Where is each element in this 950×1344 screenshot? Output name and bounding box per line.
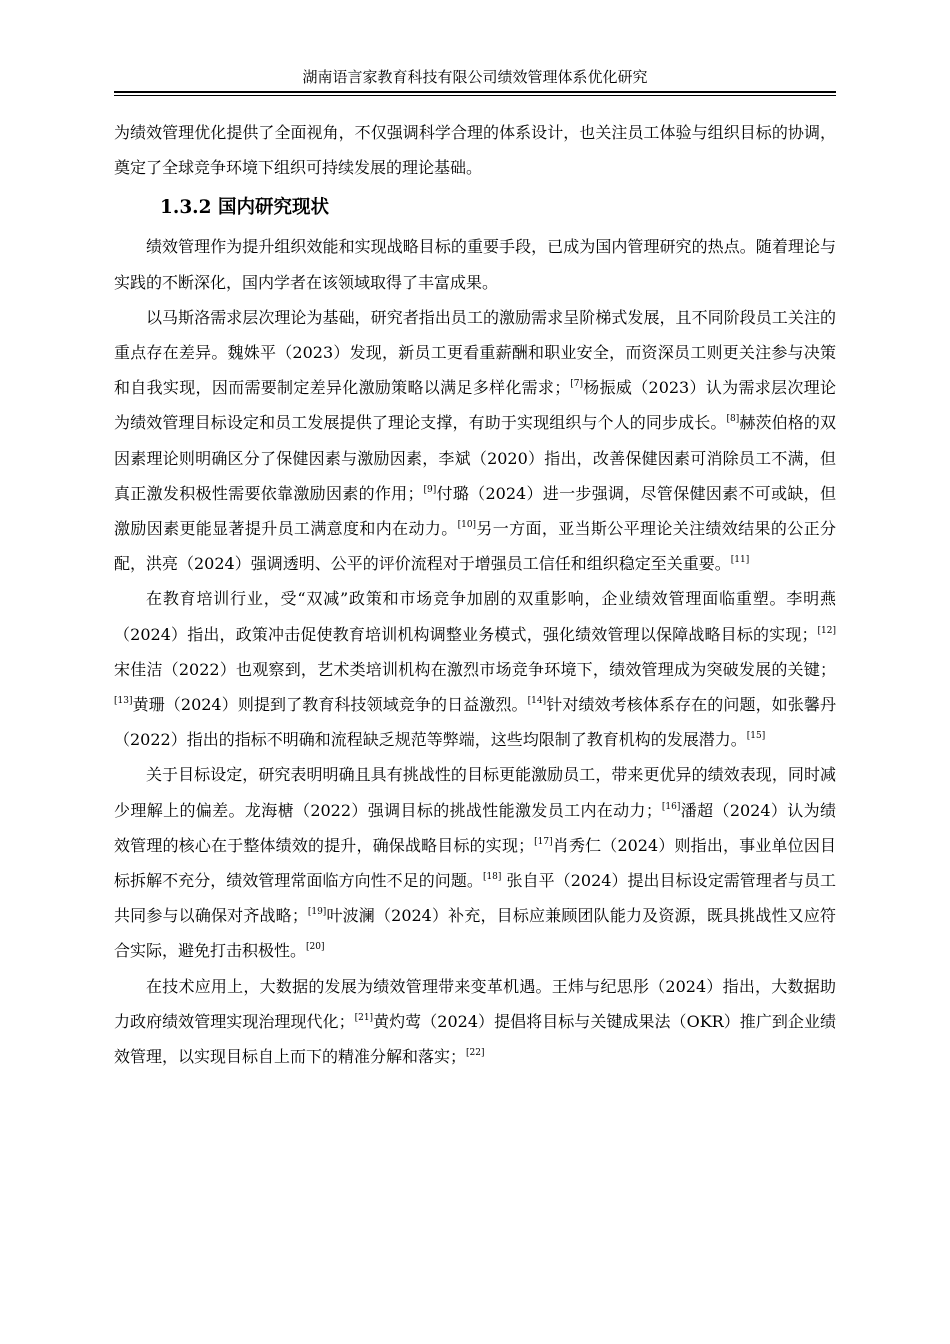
citation-ref: [12] [817,625,836,636]
text-span: 潘超（2024）认为绩效管理的核心在于整体绩效的提升，确保战略目标的实现； [114,800,836,855]
text-span: 在技术应用上，大数据的发展为绩效管理带来变革机遇。王炜与纪思彤（2024）指出，大数据助力政府绩效管理实现治理现代化； [114,976,836,1031]
paragraph-1: 绩效管理作为提升组织效能和实现战略目标的重要手段，已成为国内管理研究的热点。随着理论与实践的不断深化，国内学者在该领域取得了丰富成果。 [114,237,836,292]
header-rule-thick [114,91,836,93]
section-heading: 1.3.2 国内研究现状 [160,197,329,219]
text-span: 黄珊（2024）则提到了教育科技领域竞争的日益激烈。 [132,695,528,715]
citation-ref: [20] [306,942,325,953]
paragraph-2 [114,300,836,582]
text-span: 另一方面，亚当斯公平理论关注绩效结果的公正分配，洪亮（2024）强调透明、公平的评价流程对于增强员工信任和组织稳定至关重要。 [114,519,836,574]
citation-ref: [16] [661,801,681,812]
citation-ref: [13] [114,696,133,707]
text-span: 宋佳洁（2022）也观察到，艺术类培训机构在激烈市场竞争环境下，绩效管理成为突破发展的关键； [114,659,836,679]
text-span: 在教育培训行业，受“双减”政策和市场竞争加剧的双重影响，企业绩效管理面临重塑。李明燕（2024）指出，政策冲击促使教育培训机构调整业务模式，强化绩效管理以保障战略目标的实现； [114,589,836,644]
citation-ref: [11] [730,555,750,566]
text-span: 肖秀仁（2024）则指出，事业单位因目标拆解不充分，绩效管理常面临方向性不足的问题。 [114,835,836,891]
citation-ref: [14] [527,696,547,707]
citation-ref: [8] [726,414,740,425]
paragraph-4 [114,757,836,968]
text-span: 黄灼莺（2024）提倡将目标与关键成果法（OKR）推广到企业绩效管理，以实现目标自上而下的精准分解和落实； [114,1011,836,1067]
citation-ref: [21] [354,1012,374,1023]
text-span: 叶波澜（2024）补充，目标应兼顾团队能力及资源，既具挑战性又应符合实际，避免打击积极性。 [114,906,836,961]
text-span: 以马斯洛需求层次理论为基础，研究者指出员工的激励需求呈阶梯式发展，且不同阶段员工关注的重点存在差异。魏姝平（2023）发现，新员工更看重薪酬和职业安全，而资深员工则更关注参与决策和自我实现，因而需要制定差异化激励策略以满足多样化需求； [114,307,836,398]
text-span: 付璐（2024）进一步强调，尽管保健因素不可或缺，但激励因素更能显著提升员工满意度和内在动力。 [114,483,836,539]
citation-ref: [17] [534,836,553,847]
citation-ref: [7] [570,379,583,390]
intro-paragraph: 为绩效管理优化提供了全面视角，不仅强调科学合理的体系设计，也关注员工体验与组织目标的协调，奠定了全球竞争环境下组织可持续发展的理论基础。 [114,123,836,178]
citation-ref: [10] [457,520,477,531]
citation-ref: [9] [423,484,437,495]
page-body [114,115,836,1074]
citation-ref: [18] [482,872,502,883]
text-span: 杨振威（2023）认为需求层次理论为绩效管理目标设定和员工发展提供了理论支撑，有助于实现组织与个人的同步成长。 [114,378,836,433]
citation-ref: [15] [746,731,766,742]
text-span: 针对绩效考核体系存在的问题，如张馨丹（2022）指出的指标不明确和流程缺乏规范等弊端，这些均限制了教育机构的发展潜力。 [114,695,836,750]
paragraph-5 [114,969,836,1075]
text-span: 赫茨伯格的双因素理论则明确区分了保健因素与激励因素，李斌（2020）指出，改善保健因素可消除员工不满，但真正激发积极性需要依靠激励因素的作用； [114,413,836,503]
text-span: 张自平（2024）提出目标设定需管理者与员工共同参与以确保对齐战略； [114,871,836,926]
paragraph-3 [114,581,836,757]
citation-ref: [22] [466,1048,485,1059]
text-span: 关于目标设定，研究表明明确且具有挑战性的目标更能激励员工，带来更优异的绩效表现，同时减少理解上的偏差。龙海榶（2022）强调目标的挑战性能激发员工内在动力； [114,765,836,820]
header-rule-thin [114,95,836,96]
running-header: 湖南语言家教育科技有限公司绩效管理体系优化研究 [302,68,648,86]
citation-ref: [19] [307,907,327,918]
